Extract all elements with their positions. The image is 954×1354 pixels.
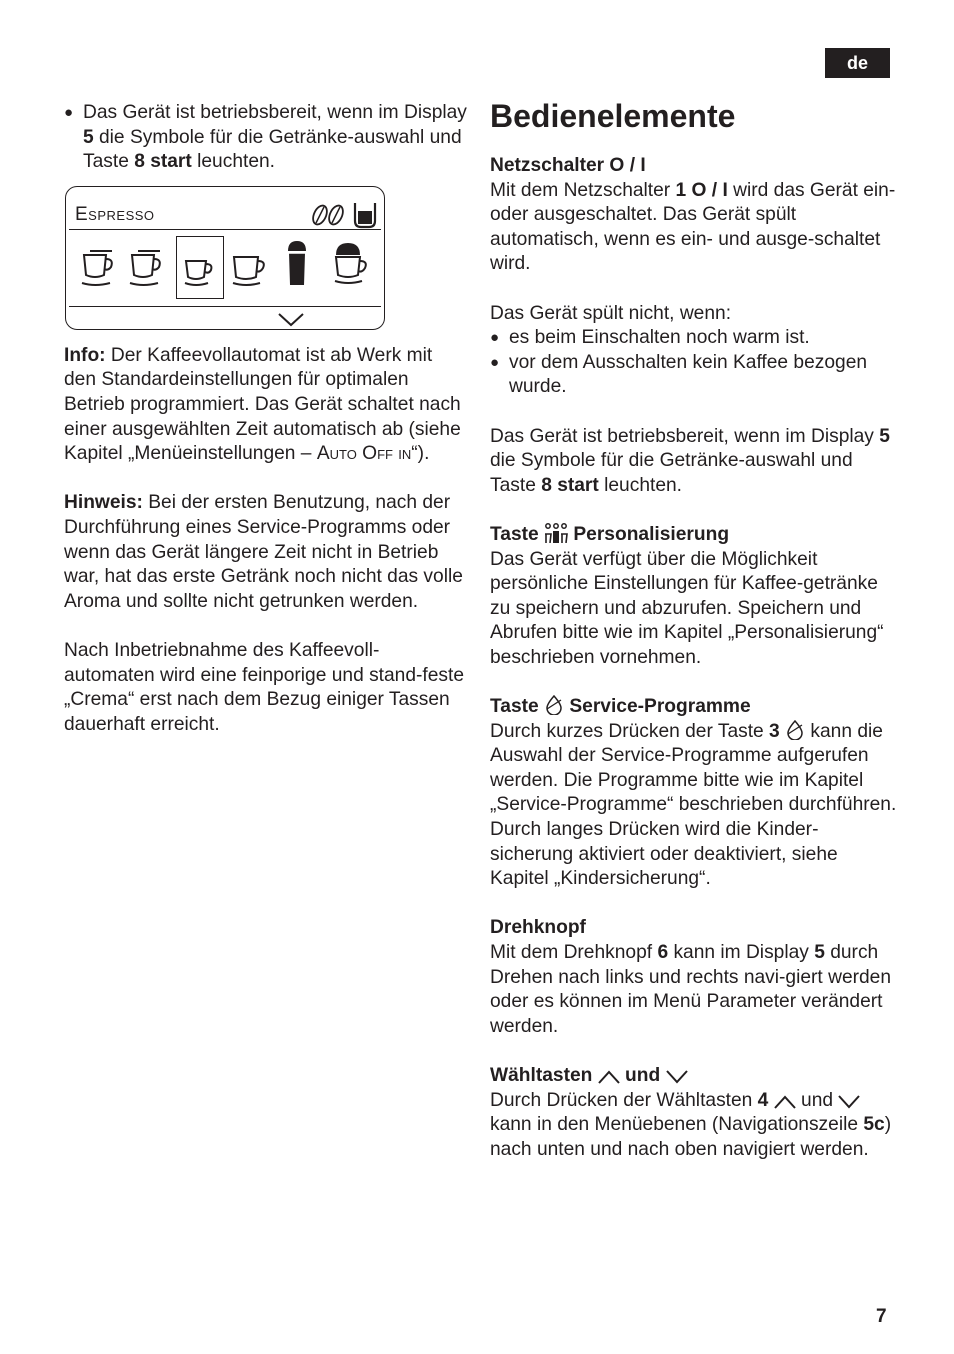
display-title: Espresso xyxy=(75,203,155,225)
drehknopf-heading: Drehknopf xyxy=(490,917,586,939)
chevron-down-icon xyxy=(278,313,304,327)
chevron-up-icon xyxy=(774,1095,796,1109)
waehltasten-heading: Wähltasten und xyxy=(490,1064,900,1089)
personalisierung-heading: Taste Personalisierung xyxy=(490,523,730,545)
ready-text: Das Gerät ist betriebsbereit, wenn im Display 5 die Symbole für die Getränke-auswahl und Taste 8 start leuchten. xyxy=(490,425,890,496)
display-illustration xyxy=(65,186,385,330)
cup-size-icons xyxy=(80,241,370,295)
latte-glass-icon xyxy=(288,241,306,285)
service-text: Durch kurzes Drücken der Taste 3 kann die Auswahl der Service-Programme aufgerufen werden. Die Programme bitte wie im Kapitel „Service-Programme“ beschrieben durchführen. xyxy=(490,720,897,816)
drehknopf-text: Mit dem Drehknopf 6 kann im Display 5 durch Drehen nach links und rechts navi-giert werden oder es können im Menü Parameter verändert werden. xyxy=(490,942,892,1037)
chevron-up-icon xyxy=(598,1070,620,1084)
netzschalter-heading: Netzschalter O / I xyxy=(490,155,646,176)
chevron-down-icon xyxy=(666,1070,688,1084)
waehltasten-text: Durch Drücken der Wähltasten 4 und kann in den Menüebenen (Navigationszeile 5c) nach unten und nach oben navigiert werden. xyxy=(490,1089,892,1160)
small-cup-icon xyxy=(185,261,211,285)
page-title: Bedienelemente xyxy=(490,98,736,134)
service-heading: Taste Service-Programme xyxy=(490,696,751,718)
double-cup-icon xyxy=(130,251,160,285)
info-paragraph: Info: Der Kaffeevollautomat ist ab Werk mit den Standardeinstellungen für optimalen Betrieb programmiert. Das Gerät schaltet nach einer ausgewählten Zeit automatisch ab (siehe Kapitel „Menüeinstellungen – Auto Off in“). xyxy=(64,344,461,465)
bullet-no-coffee: ● vor dem Ausschalten kein Kaffee bezogen wurde. xyxy=(490,351,900,400)
cappuccino-cup-icon xyxy=(335,243,366,283)
personalisierung-text: Das Gerät verfügt über die Möglichkeit persönliche Einstellungen für Kaffee-getränke zu speichern und abzurufen. Speichern und Abrufen bitte wie im Kapitel „Personalisierung“ beschrieben vornehmen. xyxy=(490,548,884,668)
service-text-long-press: Durch langes Drücken wird die Kinder-sicherung aktiviert oder deaktiviert, siehe Kapitel „Kindersicherung“. xyxy=(490,819,838,890)
service-drop-icon xyxy=(544,695,564,715)
chevron-down-icon xyxy=(838,1095,860,1109)
netzschalter-text: Mit dem Netzschalter 1 O / I wird das Gerät ein- oder ausgeschaltet. Das Gerät spült automatisch, wenn es ein- und ausge-schaltet wird. xyxy=(490,179,896,275)
ready-bullet: ● Das Gerät ist betriebsbereit, wenn im Display 5 die Symbole für die Getränke-auswahl und Taste 8 start leuchten. xyxy=(64,101,469,175)
bullet-warm: ● es beim Einschalten noch warm ist. xyxy=(490,326,900,351)
coffee-strength-beans-icon xyxy=(309,199,381,229)
cup-icon xyxy=(233,257,264,285)
crema-paragraph: Nach Inbetriebnahme des Kaffeevoll-automaten wird eine feinporige und stand-feste „Crema“ erst nach dem Bezug einiger Tassen dauerhaft erreicht. xyxy=(64,639,464,735)
language-tab: de xyxy=(825,48,890,78)
right-column xyxy=(490,96,900,1162)
hinweis-paragraph: Hinweis: Bei der ersten Benutzung, nach der Durchführung eines Service-Programms oder wenn das Gerät längere Zeit nicht in Betrieb war, hat das erste Getränk noch nicht das volle Aroma und sollte nicht getrunken werden. xyxy=(64,492,463,612)
left-column xyxy=(64,101,469,737)
page-number: 7 xyxy=(876,1306,887,1327)
service-drop-icon xyxy=(785,720,805,740)
personalisation-icon xyxy=(544,523,568,543)
double-large-cup-icon xyxy=(82,251,112,285)
spuelt-nicht-text: Das Gerät spült nicht, wenn: xyxy=(490,302,732,324)
